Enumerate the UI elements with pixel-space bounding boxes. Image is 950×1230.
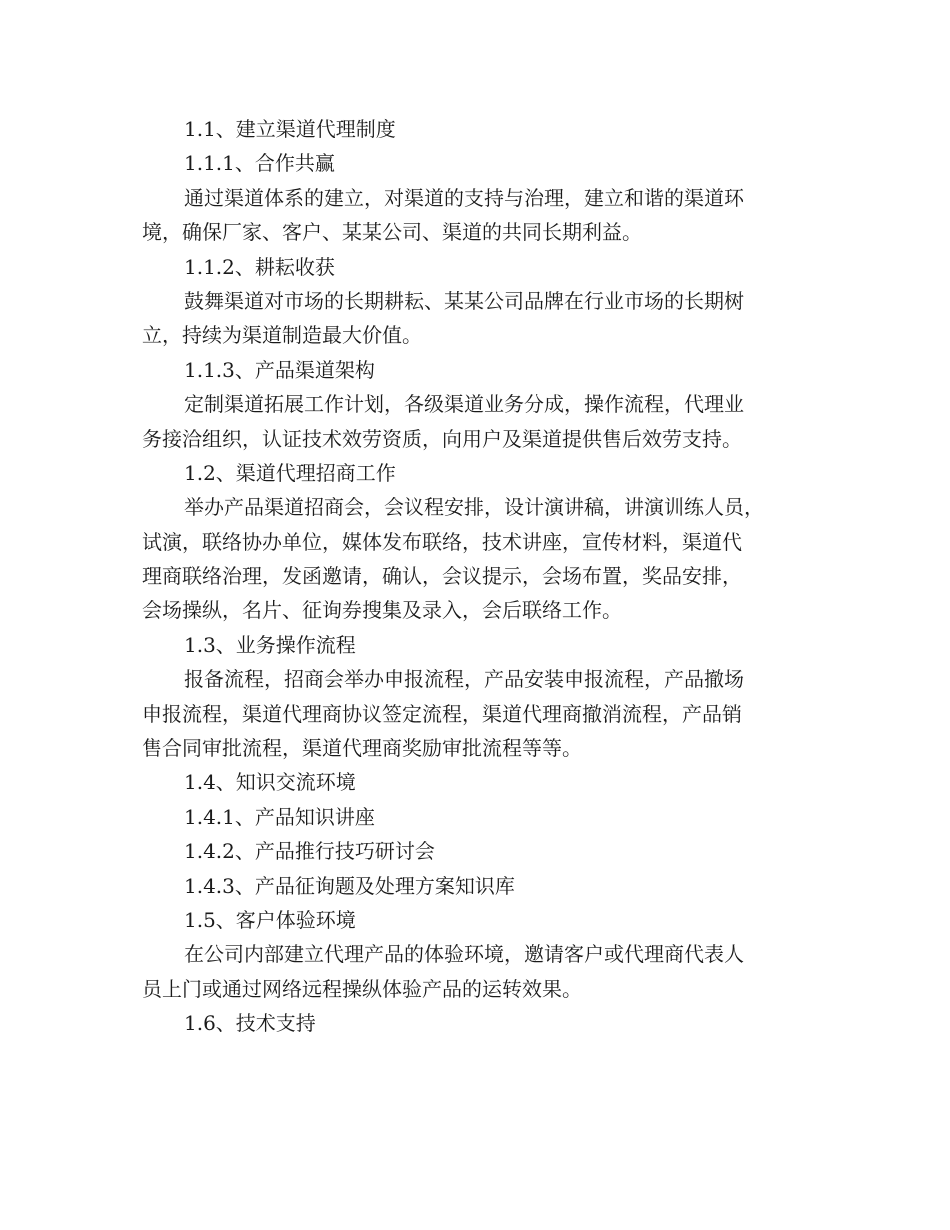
paragraph-line: 售合同审批流程，渠道代理商奖励审批流程等等。	[142, 736, 582, 761]
section-heading: 1.1、建立渠道代理制度	[184, 117, 396, 141]
section-heading: 1.4.1、产品知识讲座	[184, 804, 375, 829]
section-heading: 1.1.2、耕耘收获	[184, 254, 335, 279]
paragraph-line: 鼓舞渠道对市场的长期耕耘、某某公司品牌在行业市场的长期树	[184, 288, 744, 313]
document-body	[142, 112, 814, 1041]
paragraph-line: 务接洽组织，认证技术效劳资质，向用户及渠道提供售后效劳支持。	[142, 426, 742, 451]
section-heading: 1.5、客户体验环境	[184, 907, 356, 932]
paragraph	[142, 181, 814, 250]
section-heading: 1.1.3、产品渠道架构	[184, 357, 375, 382]
paragraph-line: 定制渠道拓展工作计划，各级渠道业务分成，操作流程，代理业	[184, 392, 744, 417]
paragraph-line: 报备流程，招商会举办申报流程，产品安装申报流程，产品撤场	[184, 667, 744, 692]
section-heading: 1.4.3、产品征询题及处理方案知识库	[184, 873, 515, 898]
paragraph-line: 理商联络治理，发函邀请，确认，会议提示，会场布置，奖品安排，	[142, 564, 742, 589]
section-heading: 1.4、知识交流环境	[184, 770, 356, 795]
paragraph	[142, 387, 814, 456]
section-heading: 1.1.1、合作共赢	[184, 151, 335, 176]
paragraph-line: 举办产品渠道招商会，会议程安排，设计演讲稿，讲演训练人员，	[184, 495, 764, 520]
paragraph-line: 立，持续为渠道制造最大价值。	[142, 323, 422, 348]
paragraph-line: 申报流程，渠道代理商协议签定流程，渠道代理商撤消流程，产品销	[142, 701, 742, 726]
section-heading: 1.6、技术支持	[184, 1011, 316, 1036]
paragraph	[142, 490, 814, 628]
section-heading: 1.3、业务操作流程	[184, 632, 356, 657]
paragraph	[142, 937, 814, 1006]
paragraph	[142, 662, 814, 765]
paragraph-line: 员上门或通过网络远程操纵体验产品的运转效果。	[142, 976, 582, 1001]
paragraph-line: 通过渠道体系的建立，对渠道的支持与治理，建立和谐的渠道环	[184, 185, 744, 210]
section-heading: 1.4.2、产品推行技巧研讨会	[184, 839, 435, 864]
paragraph-line: 试演，联络协办单位，媒体发布联络，技术讲座，宣传材料，渠道代	[142, 529, 742, 554]
section-heading: 1.2、渠道代理招商工作	[184, 460, 396, 485]
paragraph-line: 境，确保厂家、客户、某某公司、渠道的共同长期利益。	[142, 220, 642, 245]
paragraph	[142, 284, 814, 353]
paragraph-line: 会场操纵，名片、征询券搜集及录入，会后联络工作。	[142, 598, 622, 623]
paragraph-line: 在公司内部建立代理产品的体验环境，邀请客户或代理商代表人	[184, 942, 744, 967]
